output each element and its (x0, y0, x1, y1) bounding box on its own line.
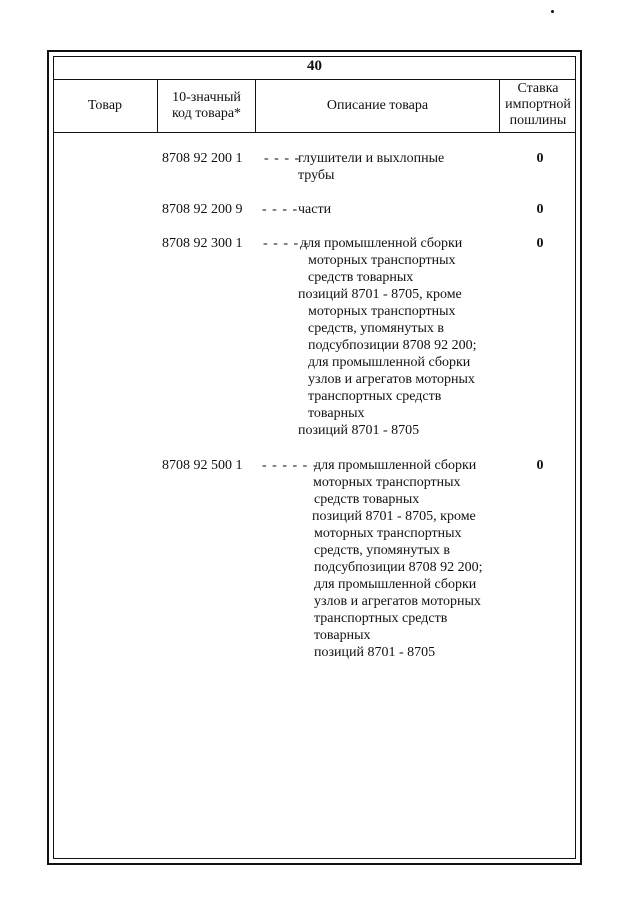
description-line: для промышленной сборки (300, 236, 463, 251)
description-line: позиций 8701 - 8705, кроме (298, 287, 462, 302)
header-rate (500, 81, 576, 129)
header-rate-line: пошлины (509, 113, 567, 128)
header-bottom-rule (53, 132, 576, 133)
row-code: 8708 92 300 1 (162, 236, 243, 251)
row-description (298, 201, 331, 218)
row-indent-dashes: - - - - - - (262, 458, 319, 473)
description-line: товарных (314, 628, 371, 643)
description-line: для промышленной сборки (314, 458, 477, 473)
description-line: моторных транспортных (308, 304, 456, 319)
description-line: товарных (308, 406, 365, 421)
description-line: для промышленной сборки (314, 577, 477, 592)
header-product: Товар (87, 98, 123, 113)
header-rate-line: Ставка (517, 81, 559, 96)
description-line: моторных транспортных (308, 253, 456, 268)
description-line: средств, упомянутых в (308, 321, 444, 336)
description-line: узлов и агрегатов моторных (308, 372, 475, 387)
description-line: средств товарных (314, 492, 420, 507)
header-description: Описание товара (326, 98, 429, 113)
row-code: 8708 92 200 1 (162, 151, 243, 166)
header-rate-line: импортной (505, 97, 571, 112)
page-number: 40 (307, 58, 322, 74)
description-line: трубы (298, 168, 335, 183)
row-indent-dashes: - - - - - (263, 236, 310, 251)
header-top-rule (53, 79, 576, 80)
row-rate: 0 (536, 236, 544, 251)
row-description (298, 235, 477, 439)
description-line: глушители и выхлопные (298, 151, 445, 166)
description-line: подсубпозиции 8708 92 200; (314, 560, 483, 575)
description-line: позиций 8701 - 8705, кроме (312, 509, 476, 524)
row-rate: 0 (536, 458, 544, 473)
row-indent-dashes: - - - - (262, 202, 299, 217)
description-line: средств товарных (308, 270, 414, 285)
row-code: 8708 92 200 9 (162, 202, 243, 217)
description-line: подсубпозиции 8708 92 200; (308, 338, 477, 353)
row-description (314, 457, 483, 661)
description-line: средств, упомянутых в (314, 543, 450, 558)
row-rate: 0 (536, 151, 544, 166)
description-line: транспортных средств (308, 389, 442, 404)
row-description (298, 150, 444, 184)
row-indent-dashes: - - - - (264, 151, 301, 166)
speck-mark (551, 10, 554, 13)
description-line: моторных транспортных (314, 526, 462, 541)
description-line: для промышленной сборки (308, 355, 471, 370)
header-code-line: 10-значный (172, 90, 241, 105)
description-line: части (298, 202, 332, 217)
description-line: позиций 8701 - 8705 (314, 645, 436, 660)
description-line: моторных транспортных (313, 475, 461, 490)
description-line: позиций 8701 - 8705 (298, 423, 420, 438)
header-code (158, 90, 255, 122)
header-code-line: код товара* (171, 106, 242, 121)
description-line: транспортных средств (314, 611, 448, 626)
row-rate: 0 (536, 202, 544, 217)
description-line: узлов и агрегатов моторных (314, 594, 481, 609)
row-code: 8708 92 500 1 (162, 458, 243, 473)
